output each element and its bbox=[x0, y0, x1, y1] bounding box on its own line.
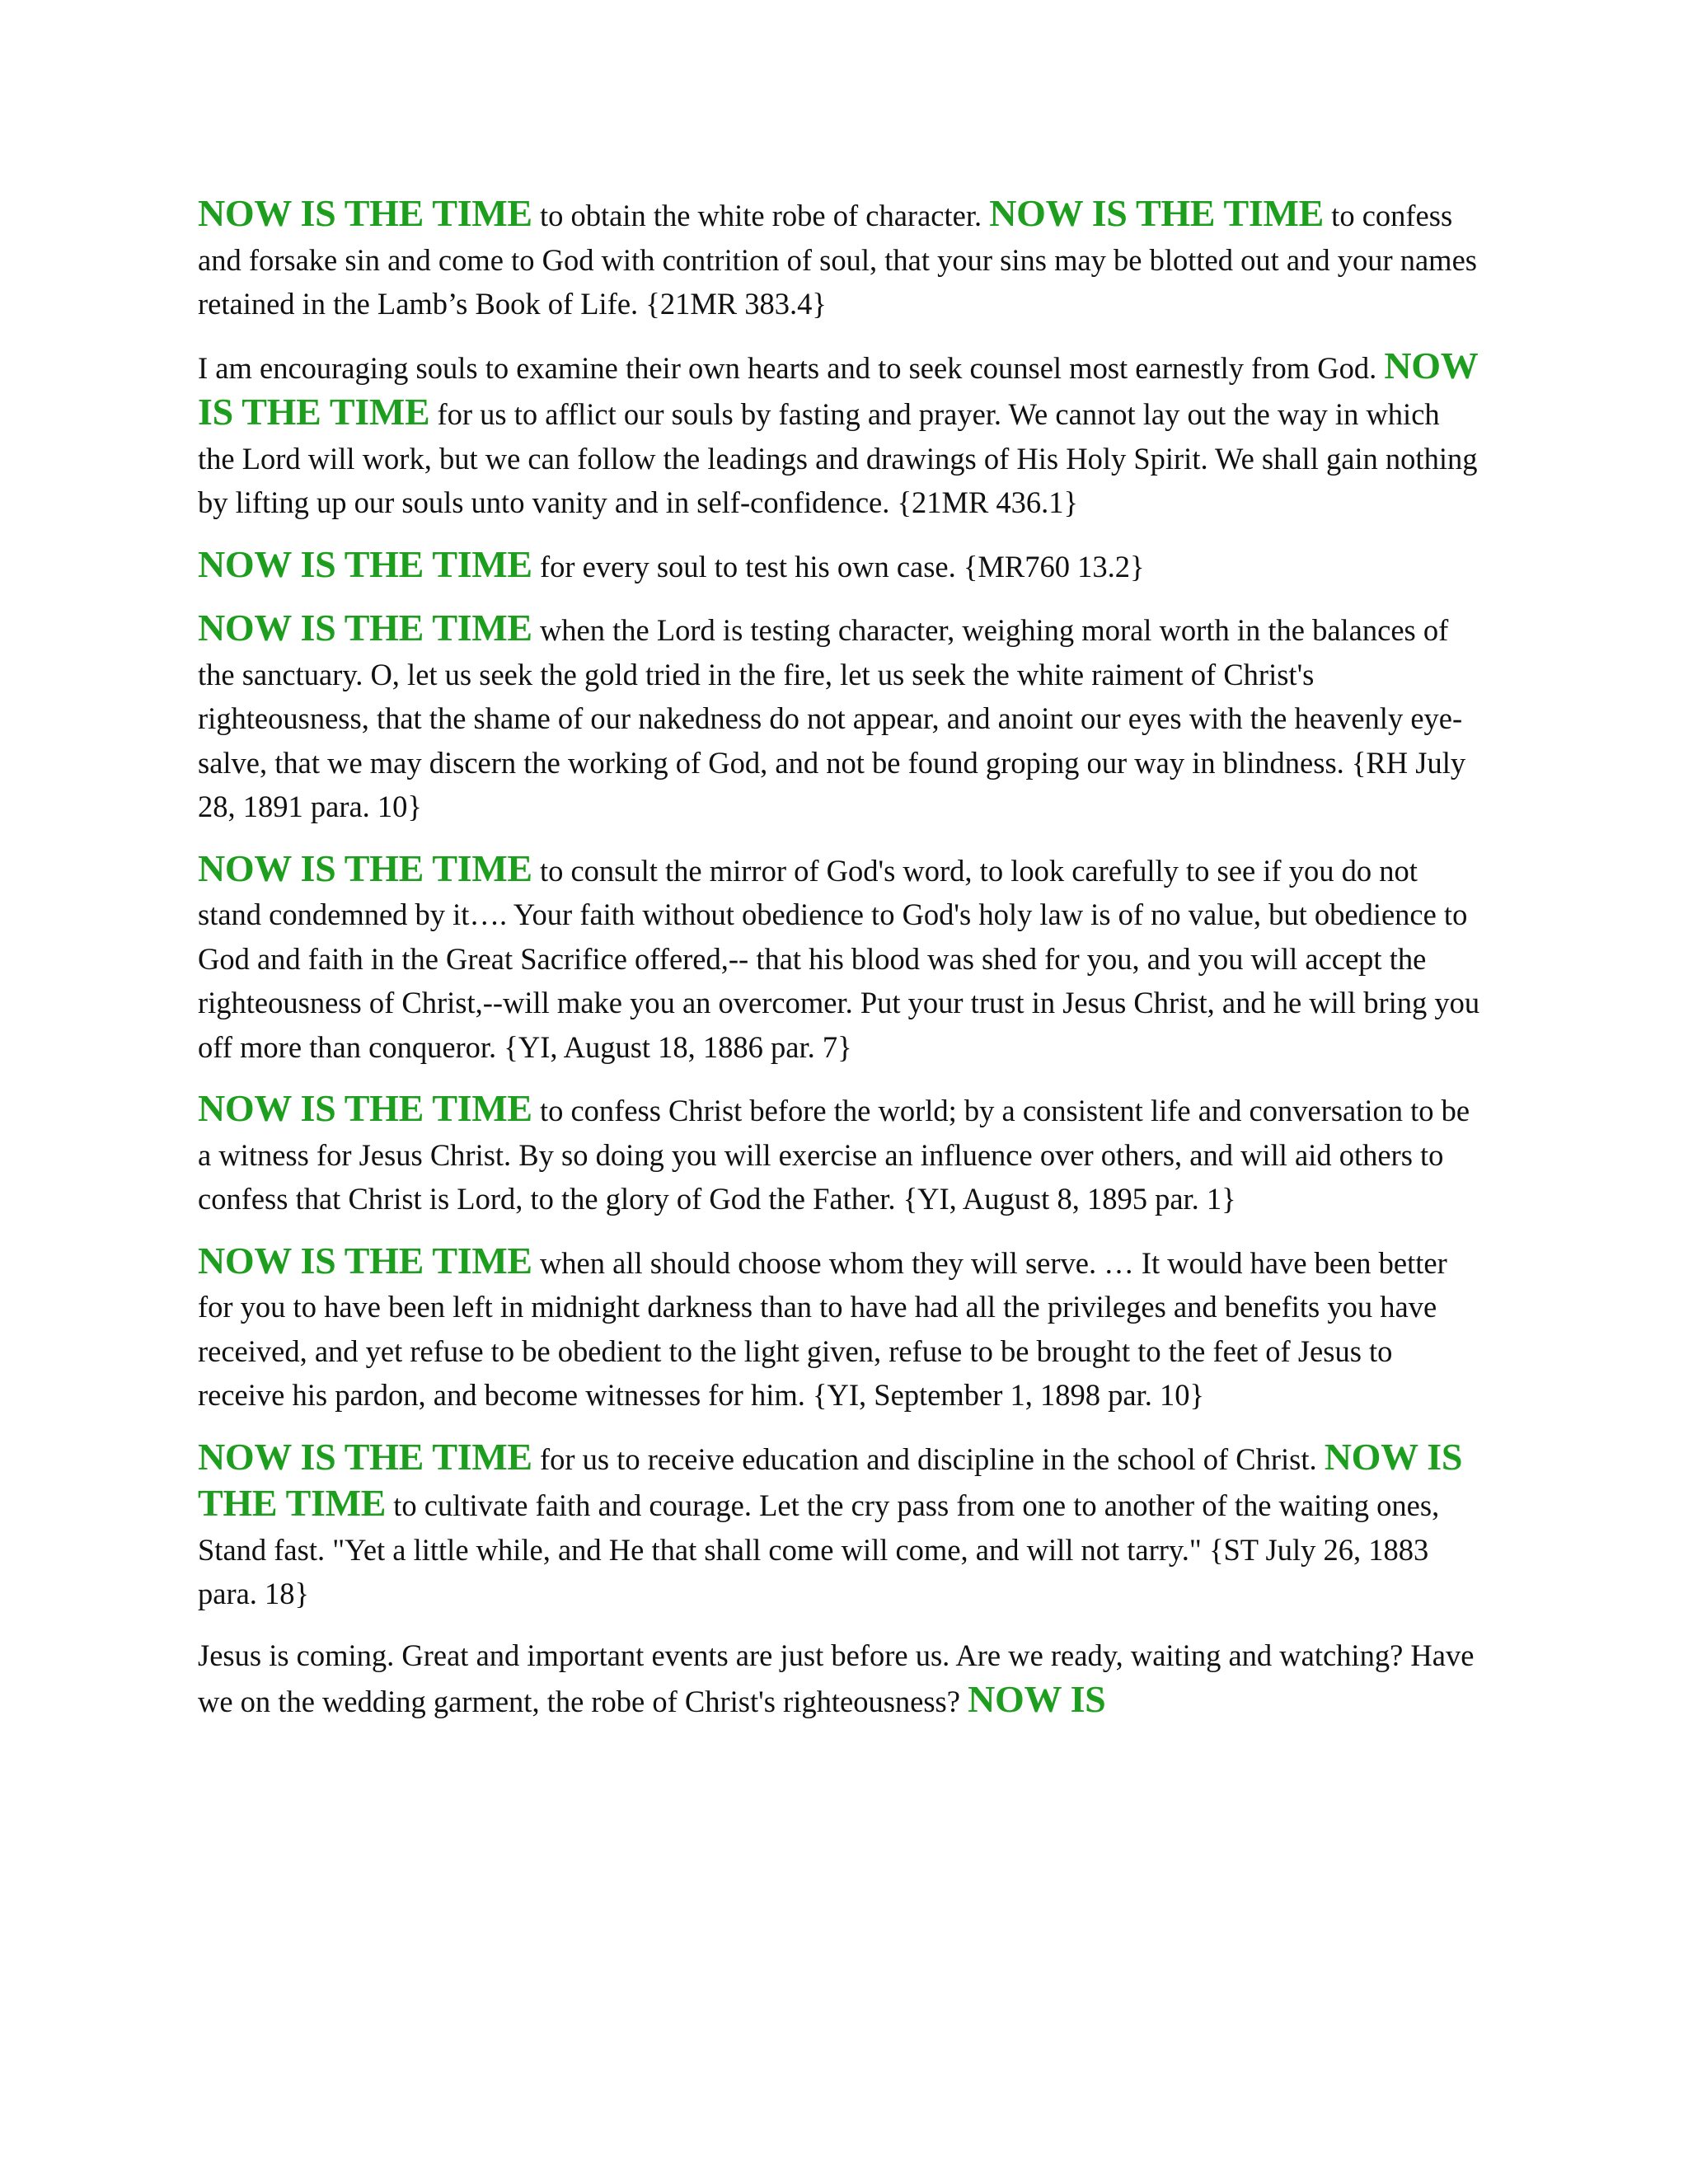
paragraph-3 bbox=[198, 542, 1484, 589]
paragraph-text: for us to receive education and discipline in the school of Christ. bbox=[532, 1441, 1325, 1476]
highlight-phrase: NOW IS THE TIME bbox=[198, 1239, 532, 1282]
paragraph-text: when the Lord is testing character, weighing moral worth in the balances of the sanctuary. O, let us seek the gold tried in the fire, let us seek the white raiment of Christ's righteousness, that the shame of our nakedness do not appear, and anoint our eyes with the heavenly eye-salve, that we may discern the working of God, and not be found groping our way in blindness. {RH July 28, 1891 para. 10} bbox=[198, 613, 1466, 823]
paragraph-text: to confess Christ before the world; by a consistent life and conversation to be a witness for Jesus Christ. By so doing you will exercise an influence over others, and will aid others to confess that Christ is Lord, to the glory of God the Father. {YI, August 8, 1895 par. 1} bbox=[198, 1094, 1470, 1216]
paragraph-text: to cultivate faith and courage. Let the cry pass from one to another of the waiting ones, Stand fast. "Yet a little while, and He that shall come will come, and will not tarry." {ST July 26, 1883 para. 18} bbox=[198, 1488, 1440, 1610]
highlight-phrase: NOW IS THE TIME bbox=[198, 344, 1478, 433]
document-page bbox=[198, 191, 1484, 1741]
highlight-phrase: NOW IS THE TIME bbox=[198, 846, 532, 889]
paragraph-text: when all should choose whom they will serve. … It would have been better for you to have been left in midnight darkness than to have had all the privileges and benefits you have received, and yet refuse to be obedient to the light given, refuse to be brought to the feet of Jesus to receive his pardon, and become witnesses for him. {YI, September 1, 1898 par. 10} bbox=[198, 1245, 1447, 1412]
paragraph-text: I am encouraging souls to examine their own hearts and to seek counsel most earnestly from God. bbox=[198, 350, 1385, 385]
highlight-phrase: NOW IS THE TIME bbox=[198, 1435, 1463, 1524]
highlight-phrase: NOW IS THE TIME bbox=[198, 1087, 532, 1129]
paragraph-1 bbox=[198, 191, 1484, 326]
paragraph-2 bbox=[198, 344, 1484, 525]
paragraph-6 bbox=[198, 1086, 1484, 1221]
paragraph-text: Jesus is coming. Great and important events are just before us. Are we ready, waiting and watching? Have we on the wedding garment, the robe of Christ's righteousness? bbox=[198, 1638, 1475, 1718]
highlight-phrase: NOW IS THE TIME bbox=[989, 192, 1325, 234]
paragraph-5 bbox=[198, 846, 1484, 1070]
paragraph-7 bbox=[198, 1239, 1484, 1418]
paragraph-text: for us to afflict our souls by fasting and prayer. We cannot lay out the way in which the Lord will work, but we can follow the leadings and drawings of His Holy Spirit. We shall gain nothing by lifting up our souls unto vanity and in self-confidence. {21MR 436.1} bbox=[198, 397, 1478, 519]
highlight-phrase: NOW IS bbox=[968, 1678, 1106, 1720]
highlight-phrase: NOW IS THE TIME bbox=[198, 192, 532, 234]
paragraph-4 bbox=[198, 606, 1484, 829]
paragraph-text: to confess and forsake sin and come to God with contrition of soul, that your sins may be blotted out and your names retained in the Lamb’s Book of Life. {21MR 383.4} bbox=[198, 199, 1477, 321]
paragraph-text: to obtain the white robe of character. bbox=[532, 199, 990, 232]
paragraph-9 bbox=[198, 1633, 1484, 1724]
highlight-phrase: NOW IS THE TIME bbox=[198, 542, 532, 585]
highlight-phrase: NOW IS THE TIME bbox=[198, 1435, 532, 1478]
paragraph-text: for every soul to test his own case. {MR760 13.2} bbox=[532, 549, 1145, 583]
paragraph-8 bbox=[198, 1435, 1484, 1616]
paragraph-text: to consult the mirror of God's word, to look carefully to see if you do not stand condemned by it…. Your faith without obedience to God's holy law is of no value, but obedience to God and faith in the Great Sacrifice offered,-- that his blood was shed for you, and you will accept the righteousness of Christ,--will make you an overcomer. Put your trust in Jesus Christ, and he will bring you off more than conqueror. {YI, August 18, 1886 par. 7} bbox=[198, 853, 1480, 1064]
highlight-phrase: NOW IS THE TIME bbox=[198, 607, 532, 649]
